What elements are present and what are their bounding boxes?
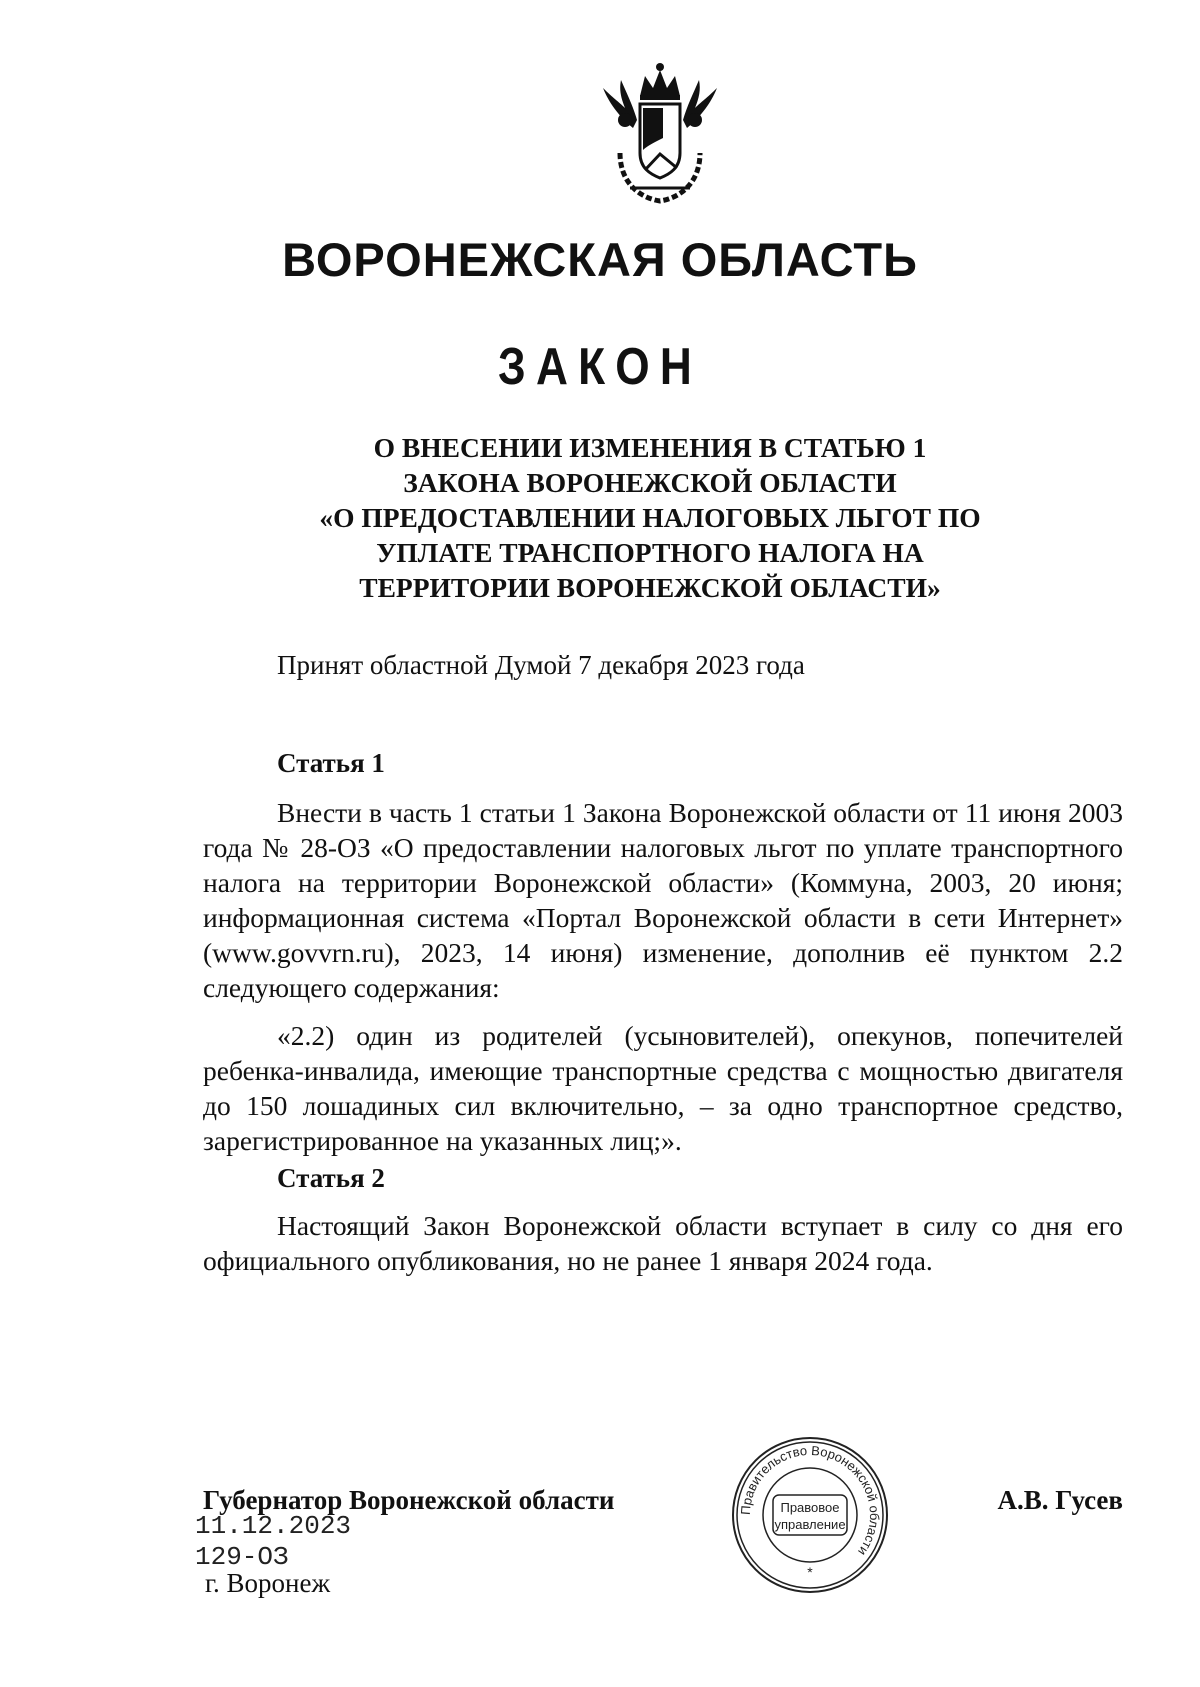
title-line: ЗАКОНА ВОРОНЕЖСКОЙ ОБЛАСТИ [403,467,897,498]
article-1-text: Внести в часть 1 статьи 1 Закона Воронежской области от 11 июня 2003 года № 28-ОЗ «О предоставлении налоговых льгот по уплате транспортного налога на территории Воронежской области» (Коммуна, 2003, 20 июня; информационная система «Портал Воронежской области в сети Интернет» (www.govvrn.ru), 2023, 14 июня) изменение, дополнив её пунктом 2.2 следующего содержания: [203,797,1123,1003]
law-date: 11.12.2023 [195,1511,352,1541]
region-name: ВОРОНЕЖСКАЯ ОБЛАСТЬ [282,233,918,286]
article-2-heading: Статья 2 [277,1163,385,1193]
stamp-inner-line-1: Правовое [780,1500,840,1515]
article-1-heading: Статья 1 [277,748,385,778]
stamp-outer-text: Правительство Воронежской области [737,1442,883,1559]
governor-title: Губернатор Воронежской области [203,1485,615,1515]
stamp-inner-line-2: управление [774,1517,846,1532]
article-2-text: Настоящий Закон Воронежской области вступает в силу со дня его официального опубликования, но не ранее 1 января 2024 года. [203,1210,1123,1276]
title-line: ТЕРРИТОРИИ ВОРОНЕЖСКОЙ ОБЛАСТИ» [359,572,941,603]
document-type: ЗАКОН [498,338,702,396]
adoption-note: Принят областной Думой 7 декабря 2023 года [277,650,805,680]
title-line: УПЛАТЕ ТРАНСПОРТНОГО НАЛОГА НА [376,537,924,568]
city: г. Воронеж [205,1568,331,1598]
law-title [300,430,1000,605]
signer-name: А.В. Гусев [997,1485,1123,1515]
article-1-quote: «2.2) один из родителей (усыновителей), опекунов, попечителей ребенка-инвалида, имеющие транспортные средства с мощностью двигателя до 150 лошадиных сил включительно, – за одно транспортное средство, зарегистрированное на указанных лиц;». [203,1020,1123,1156]
title-line: О ВНЕСЕНИИ ИЗМЕНЕНИЯ В СТАТЬЮ 1 [373,432,927,463]
coat-of-arms-icon [585,58,735,208]
title-line: «О ПРЕДОСТАВЛЕНИИ НАЛОГОВЫХ ЛЬГОТ ПО [319,502,981,533]
stamp-star: * [807,1564,813,1580]
law-number: 129-ОЗ [195,1542,289,1572]
official-stamp [730,1435,890,1595]
